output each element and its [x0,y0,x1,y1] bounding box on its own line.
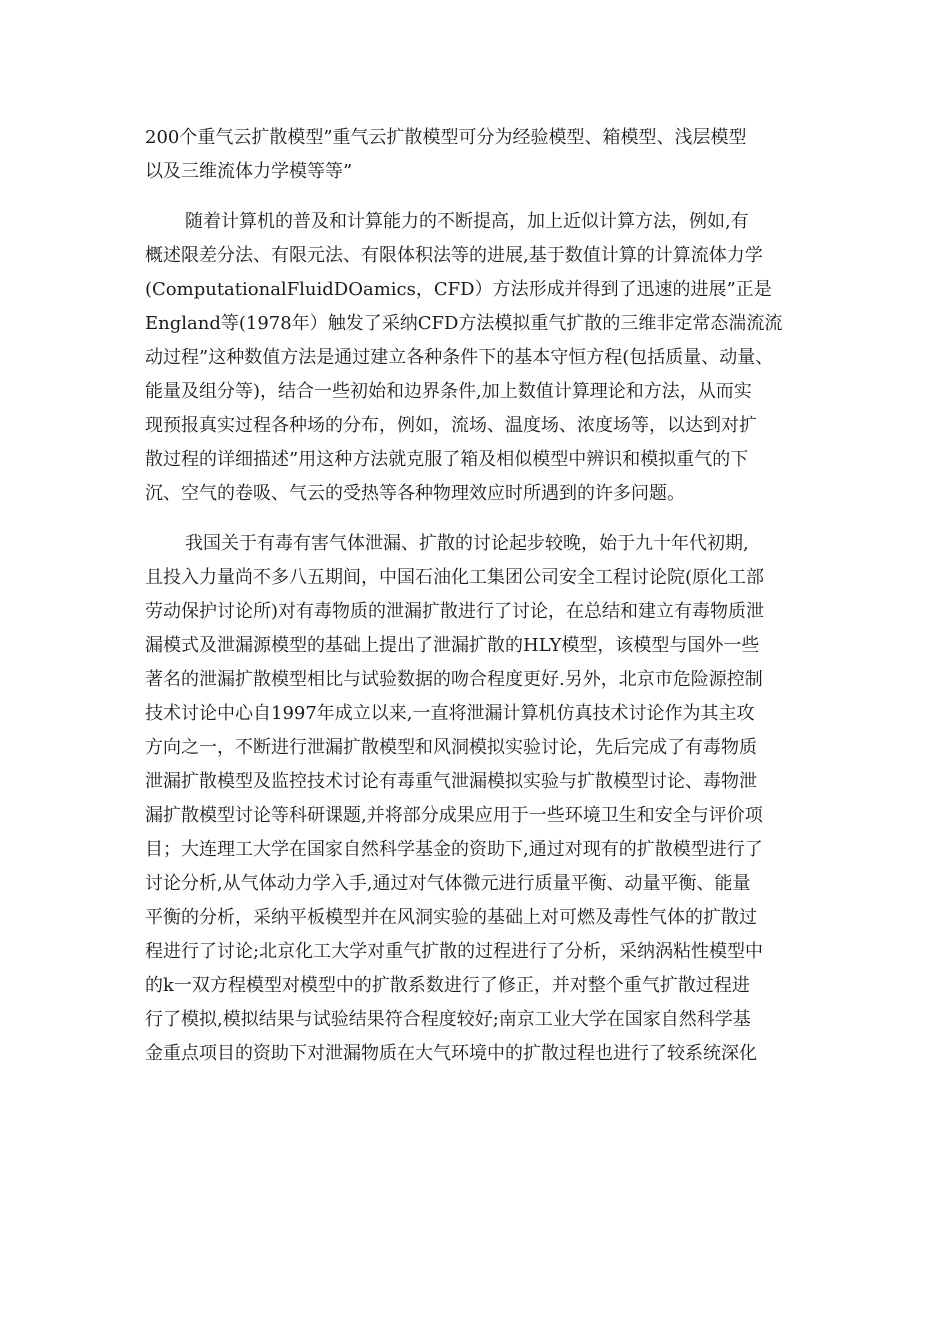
text-line: 且投入力量尚不多八五期间，中国石油化工集团公司安全工程讨论院(原化工部 [145,567,765,588]
paragraph-cfd-method [145,205,810,511]
text-line: 劳动保护讨论所)对有毒物质的泄漏扩散进行了讨论，在总结和建立有毒物质泄 [145,601,765,622]
text-line: (ComputationalFluidDOamics，CFD）方法形成并得到了迅速的进展”正是 [145,279,772,300]
body-text [145,121,810,1071]
text-line: 现预报真实过程各种场的分布，例如，流场、温度场、浓度场等，以达到对扩 [145,415,757,436]
text-line: 技术讨论中心自1997年成立以来,一直将泄漏计算机仿真技术讨论作为其主攻 [145,703,755,724]
text-line: 概述限差分法、有限元法、有限体积法等的进展,基于数值计算的计算流体力学 [145,245,763,266]
text-line: 200个重气云扩散模型”重气云扩散模型可分为经验模型、箱模型、浅层模型 [145,127,747,148]
text-line: 散过程的详细描述”用这种方法就克服了箱及相似模型中辨识和模拟重气的下 [145,449,749,470]
text-line: 目；大连理工大学在国家自然科学基金的资助下,通过对现有的扩散模型进行了 [145,839,763,860]
text-line: 讨论分析,从气体动力学入手,通过对气体微元进行质量平衡、动量平衡、能量 [145,873,751,894]
text-line: England等(1978年）触发了采纳CFD方法模拟重气扩散的三维非定常态湍流流 [145,313,783,334]
text-line: 随着计算机的普及和计算能力的不断提高，加上近似计算方法，例如,有 [185,211,749,232]
text-line: 著名的泄漏扩散模型相比与试验数据的吻合程度更好.另外，北京市危险源控制 [145,669,763,690]
text-line: 方向之一，不断进行泄漏扩散模型和风洞模拟实验讨论，先后完成了有毒物质 [145,737,757,758]
text-line: 漏模式及泄漏源模型的基础上提出了泄漏扩散的HLY模型，该模型与国外一些 [145,635,760,656]
text-line: 平衡的分析，采纳平板模型并在风洞实验的基础上对可燃及毒性气体的扩散过 [145,907,757,928]
text-line: 沉、空气的卷吸、气云的受热等各种物理效应时所遇到的许多问题。 [145,483,685,504]
text-line: 动过程”这种数值方法是通过建立各种条件下的基本守恒方程(包括质量、动量、 [145,347,774,368]
paragraph-model-classification [145,121,810,189]
text-line: 能量及组分等)，结合一些初始和边界条件,加上数值计算理论和方法，从而实 [145,381,752,402]
text-line: 程进行了讨论;北京化工大学对重气扩散的过程进行了分析，采纳涡粘性模型中 [145,941,764,962]
text-line: 漏扩散模型讨论等科研课题,并将部分成果应用于一些环境卫生和安全与评价项 [145,805,763,826]
text-line: 我国关于有毒有害气体泄漏、扩散的讨论起步较晚，始于九十年代初期, [185,533,749,554]
paragraph-domestic-research [145,527,810,1071]
text-line: 行了模拟,模拟结果与试验结果符合程度较好;南京工业大学在国家自然科学基 [145,1009,751,1030]
text-line: 以及三维流体力学模等等” [145,161,353,182]
text-line: 的k一双方程模型对模型中的扩散系数进行了修正，并对整个重气扩散过程进 [145,975,750,996]
text-line: 金重点项目的资助下对泄漏物质在大气环境中的扩散过程也进行了较系统深化 [145,1043,757,1064]
text-line: 泄漏扩散模型及监控技术讨论有毒重气泄漏模拟实验与扩散模型讨论、毒物泄 [145,771,757,792]
